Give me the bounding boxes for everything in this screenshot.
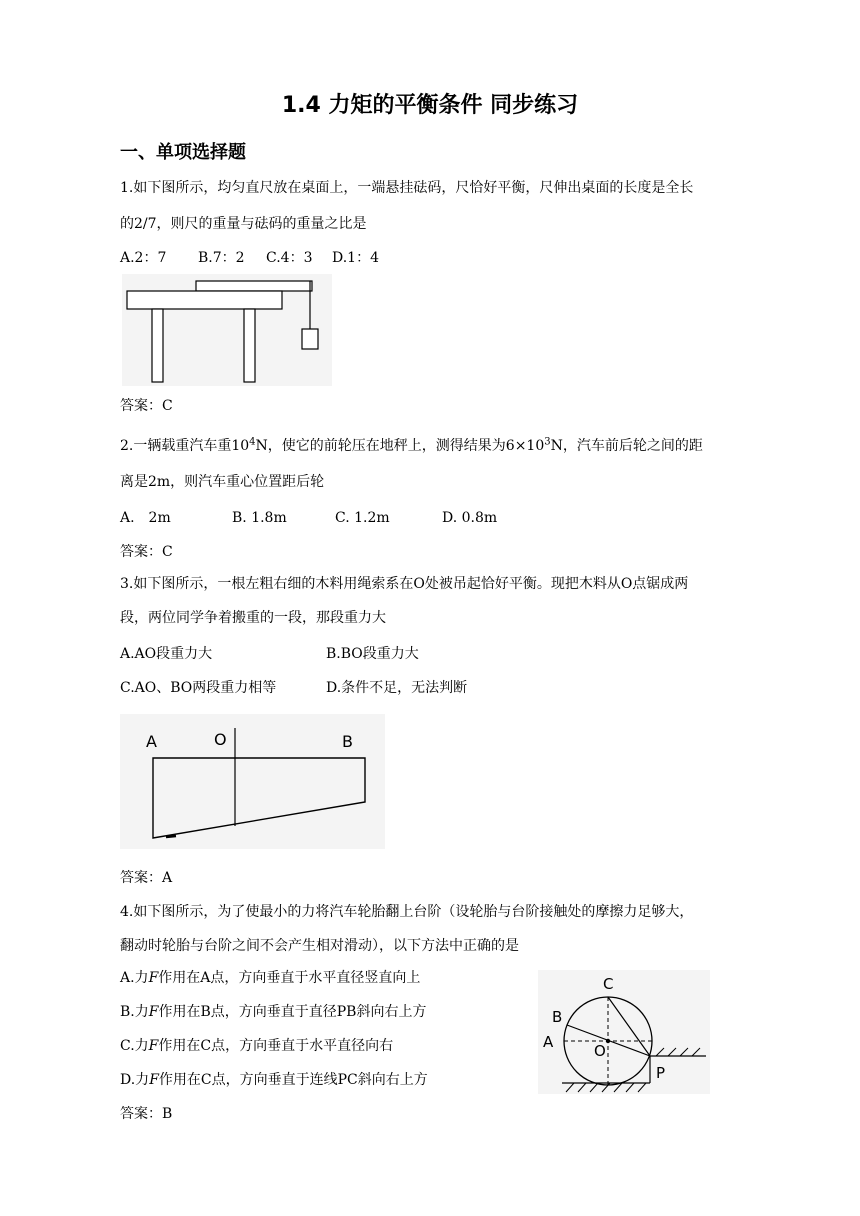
q4-label-a: A [543, 1033, 554, 1051]
q4-option-a [120, 968, 420, 988]
q4-option-d-prefix: D.力 [120, 1072, 150, 1088]
q4-option-c-text: 作用在C点，方向垂直于水平直径向右 [158, 1038, 394, 1054]
q2-answer: 答案：C [120, 544, 173, 560]
q3-label-b: B [342, 732, 353, 751]
q2-option-b: B. 1.8m [232, 510, 287, 526]
section-title: 一、单项选择题 [120, 142, 246, 163]
q4-label-c: C [603, 975, 614, 993]
q3-answer: 答案：A [120, 870, 173, 886]
q4-answer: 答案：B [120, 1106, 173, 1122]
q3-option-b: B.BO段重力大 [326, 646, 419, 662]
q3-wooden-log-figure [120, 714, 385, 849]
q2-option-d: D. 0.8m [442, 510, 498, 526]
q4-tire-step-figure [538, 970, 710, 1094]
q2-text-part1: 2.一辆载重汽车重10 [120, 438, 250, 454]
q3-label-a: A [146, 732, 157, 751]
q1-option-d: D.1：4 [332, 250, 379, 266]
q4-label-b: B [552, 1008, 563, 1026]
q4-option-b-text: 作用在B点，方向垂直于直径PB斜向右上方 [158, 1004, 427, 1020]
q2-text-line1 [120, 436, 703, 456]
q1-option-b: B.7：2 [198, 250, 245, 266]
q2-option-a: A. 2m [120, 510, 171, 526]
q4-option-a-prefix: A.力 [120, 970, 149, 986]
q3-option-d: D.条件不足，无法判断 [326, 680, 468, 696]
q3-text-line1: 3.如下图所示，一根左粗右细的木料用绳索系在O处被吊起恰好平衡。现把木料从O点锯成两 [120, 576, 689, 592]
q4-option-a-text: 作用在A点，方向垂直于水平直径竖直向上 [158, 970, 421, 986]
q4-label-o: O [594, 1042, 606, 1060]
q2-text-part2: N，使它的前轮压在地秤上，测得结果为6×10 [255, 438, 545, 454]
q1-option-a: A.2：7 [120, 250, 167, 266]
page-title: 1.4 力矩的平衡条件 同步练习 [281, 93, 579, 118]
q4-option-d-force: F [149, 1072, 159, 1088]
q4-option-c [120, 1036, 393, 1056]
q4-option-b-prefix: B.力 [120, 1004, 149, 1020]
q4-option-b [120, 1002, 426, 1022]
q1-text-line2: 的2/7，则尺的重量与砝码的重量之比是 [120, 216, 367, 232]
q3-text-line2: 段，两位同学争着搬重的一段，那段重力大 [120, 610, 386, 626]
q4-option-c-force: F [148, 1038, 159, 1054]
q2-text-part3: N，汽车前后轮之间的距 [550, 438, 703, 454]
q4-option-d-text: 作用在C点，方向垂直于连线PC斜向右上方 [158, 1072, 428, 1088]
q1-answer: 答案：C [120, 398, 173, 414]
q1-option-c: C.4：3 [266, 250, 313, 266]
q4-label-p: P [656, 1064, 666, 1082]
q3-option-a: A.AO段重力大 [120, 646, 213, 662]
q4-option-c-prefix: C.力 [120, 1038, 149, 1054]
q2-option-c: C. 1.2m [335, 510, 390, 526]
q2-exponent-2: 3 [544, 436, 551, 448]
q4-text-line2: 翻动时轮胎与台阶之间不会产生相对滑动），以下方法中正确的是 [120, 938, 519, 954]
q2-text-line2: 离是2m，则汽车重心位置距后轮 [120, 474, 325, 490]
q4-option-b-force: F [148, 1004, 159, 1020]
q2-exponent-1: 4 [249, 436, 256, 448]
q3-label-o: O [214, 730, 227, 749]
q4-option-d [120, 1070, 428, 1090]
q1-text-line1: 1.如下图所示，均匀直尺放在桌面上，一端悬挂砝码，尺恰好平衡，尺伸出桌面的长度是全长 [120, 180, 694, 196]
q4-option-a-force: F [148, 970, 159, 986]
q3-option-c: C.AO、BO两段重力相等 [120, 680, 277, 696]
q4-text-line1: 4.如下图所示，为了使最小的力将汽车轮胎翻上台阶（设轮胎与台阶接触处的摩擦力足够大， [120, 904, 694, 920]
q1-table-ruler-figure [122, 274, 332, 386]
